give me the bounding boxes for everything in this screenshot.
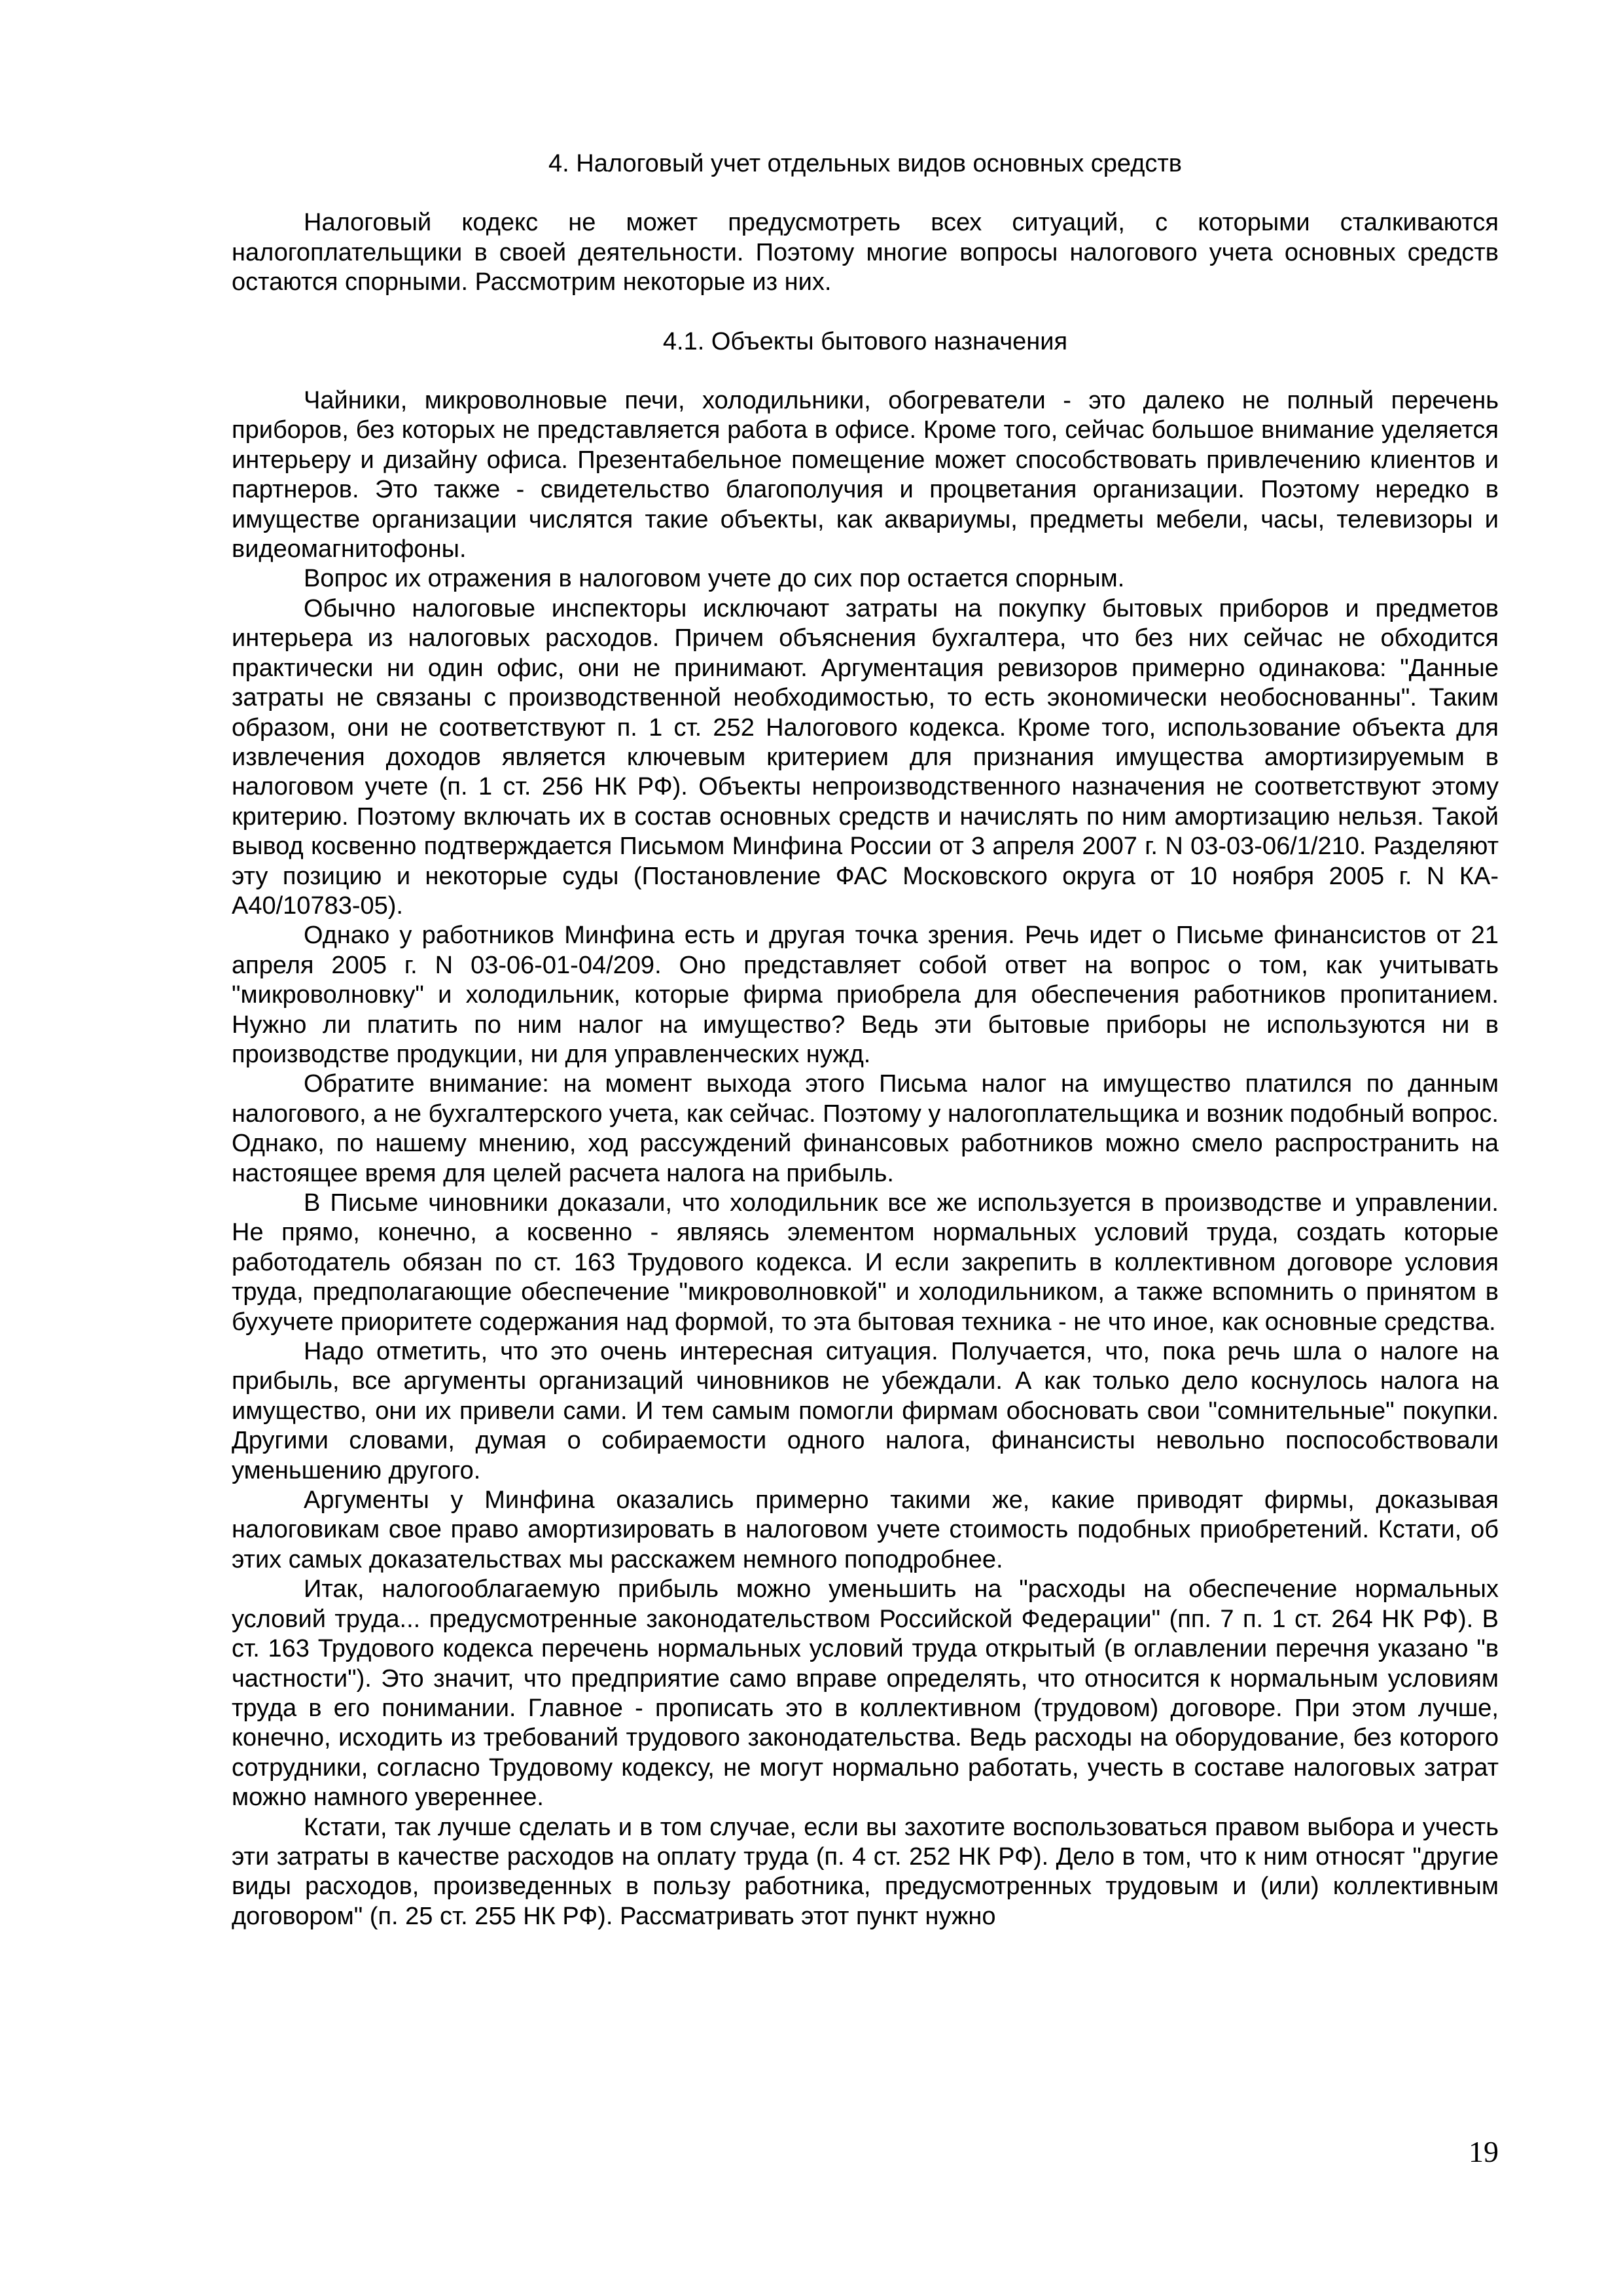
paragraph-7: Надо отметить, что это очень интересная ситуация. Получается, что, пока речь шла о налоге на прибыль, все аргументы организаций чиновников не убеждали. А как только дело коснулось налога на имущество, они их привели сами. И тем самым помогли фирмам обосновать свои "сомнительные" покупки. Другими словами, думая о собираемости одного налога, финансисты невольно поспособствовали уменьшению другого. bbox=[232, 1338, 1499, 1484]
paragraph-2: Вопрос их отражения в налоговом учете до сих пор остается спорным. bbox=[304, 565, 1125, 593]
paragraph-8: Аргументы у Минфина оказались примерно такими же, какие приводят фирмы, доказывая налоговикам свое право амортизировать в налоговом учете стоимость подобных приобретений. Кстати, об этих самых доказательствах мы расскажем немного поподробнее. bbox=[232, 1486, 1499, 1573]
paragraph-9: Итак, налогооблагаемую прибыль можно уменьшить на "расходы на обеспечение нормальных условий труда... предусмотренные законодательством Российской Федерации" (пп. 7 п. 1 ст. 264 НК РФ). В ст. 163 Трудового кодекса перечень нормальных условий труда открытый (в оглавлении перечня указано "в частности"). Это значит, что предприятие само вправе определять, что относится к нормальным условиям труда в его понимании. Главное - прописать это в коллективном (трудовом) договоре. При этом лучше, конечно, исходить из требований трудового законодательства. Ведь расходы на оборудование, без которого сотрудники, согласно Трудовому кодексу, не могут нормально работать, учесть в составе налоговых затрат можно намного увереннее. bbox=[232, 1575, 1499, 1812]
paragraph-1: Чайники, микроволновые печи, холодильники, обогреватели - это далеко не полный перечень приборов, без которых не представляется работа в офисе. Кроме того, сейчас большое внимание уделяется интерьеру и дизайну офиса. Презентабельное помещение может способствовать привлечению клиентов и партнеров. Это также - свидетельство благополучия и процветания организации. Поэтому нередко в имуществе организации числятся такие объекты, как аквариумы, предметы мебели, часы, телевизоры и видеомагнитофоны. bbox=[232, 387, 1499, 564]
page-number: 19 bbox=[1469, 2135, 1499, 2168]
paragraph-3: Обычно налоговые инспекторы исключают затраты на покупку бытовых приборов и предметов интерьера из налоговых расходов. Причем объяснения бухгалтера, что без них сейчас не обходится практически ни один офис, они не принимают. Аргументация ревизоров примерно одинакова: "Данные затраты не связаны с производственной необходимостью, то есть экономически необоснованны". Таким образом, они не соответствуют п. 1 ст. 252 Налогового кодекса. Кроме того, использование объекта для извлечения доходов является ключевым критерием для признания имущества амортизируемым в налоговом учете (п. 1 ст. 256 НК РФ). Объекты непроизводственного назначения не соответствуют этому критерию. Поэтому включать их в состав основных средств и начислять по ним амортизацию нельзя. Такой вывод косвенно подтверждается Письмом Минфина России от 3 апреля 2007 г. N 03-03-06/1/210. Разделяют эту позицию и некоторые суды (Постановление ФАС Московского округа от 10 ноября 2005 г. N КА-А40/10783-05). bbox=[232, 594, 1499, 920]
intro-paragraph: Налоговый кодекс не может предусмотреть всех ситуаций, с которыми сталкиваются налогоплательщики в своей деятельности. Поэтому многие вопросы налогового учета основных средств остаются спорными. Рассмотрим некоторые из них. bbox=[232, 209, 1499, 296]
paragraph-6: В Письме чиновники доказали, что холодильник все же используется в производстве и управлении. Не прямо, конечно, а косвенно - являясь элементом нормальных условий труда, создать которые работодатель обязан по ст. 163 Трудового кодекса. И если закрепить в коллективном договоре условия труда, предполагающие обеспечение "микроволновкой" и холодильником, а также вспомнить о принятом в бухучете приоритете содержания над формой, то эта бытовая техника - не что иное, как основные средства. bbox=[232, 1189, 1499, 1336]
document-body bbox=[232, 149, 1499, 1931]
subsection-title: 4.1. Объекты бытового назначения bbox=[662, 327, 1068, 355]
paragraph-5: Обратите внимание: на момент выхода этого Письма налог на имущество платился по данным налогового, а не бухгалтерского учета, как сейчас. Поэтому у налогоплательщика и возник подобный вопрос. Однако, по нашему мнению, ход рассуждений финансовых работников можно смело распространить на настоящее время для целей расчета налога на прибыль. bbox=[232, 1070, 1499, 1187]
section-title: 4. Налоговый учет отдельных видов основных средств bbox=[548, 150, 1182, 177]
paragraph-4: Однако у работников Минфина есть и другая точка зрения. Речь идет о Письме финансистов от 21 апреля 2005 г. N 03-06-01-04/209. Оно представляет собой ответ на вопрос о том, как учитывать "микроволновку" и холодильник, которые фирма приобрела для обеспечения работников пропитанием. Нужно ли платить по ним налог на имущество? Ведь эти бытовые приборы не используются ни в производстве продукции, ни для управленческих нужд. bbox=[232, 922, 1499, 1068]
paragraph-10: Кстати, так лучше сделать и в том случае, если вы захотите воспользоваться правом выбора и учесть эти затраты в качестве расходов на оплату труда (п. 4 ст. 252 НК РФ). Дело в том, что к ним относят "другие виды расходов, произведенных в пользу работника, предусмотренных трудовым и (или) коллективным договором" (п. 25 ст. 255 НК РФ). Рассматривать этот пункт нужно bbox=[232, 1813, 1499, 1930]
